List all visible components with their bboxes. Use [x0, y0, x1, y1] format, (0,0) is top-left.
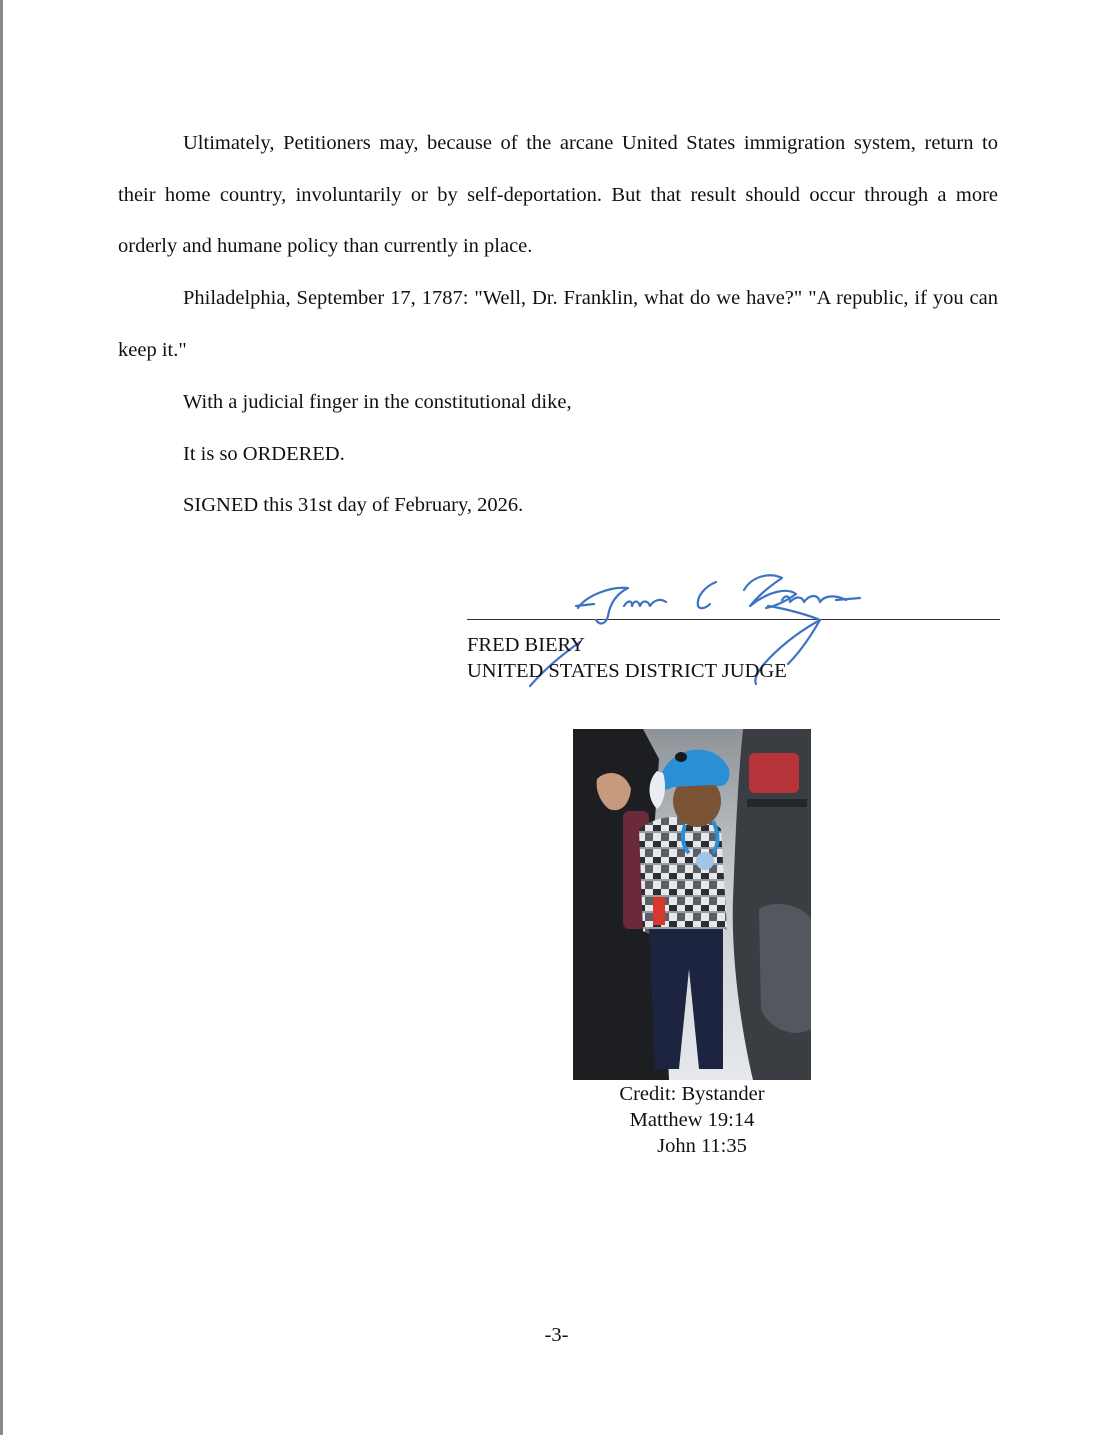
caption-verse-matthew: Matthew 19:14 — [629, 1109, 755, 1131]
closing-line-signed-date: SIGNED this 31st day of February, 2026. — [183, 494, 524, 516]
judge-title: UNITED STATES DISTRICT JUDGE — [467, 660, 787, 682]
paragraph-ultimately: Ultimately, Petitioners may, because of the arcane United States immigration system, return to their home country, involuntarily or by self-deportation. But that result should occur through a more orderly and humane policy than currently in place. — [118, 132, 998, 257]
photo-credit: Credit: Bystander — [619, 1083, 765, 1105]
photo-child-in-snow — [573, 729, 811, 1080]
closing-line-ordered: It is so ORDERED. — [183, 443, 345, 465]
judge-name: FRED BIERY — [467, 634, 585, 656]
closing-line-judicial-finger: With a judicial finger in the constitutional dike, — [183, 391, 572, 413]
paragraph-philadelphia: Philadelphia, September 17, 1787: "Well, Dr. Franklin, what do we have?" "A republic, if you can keep it." — [118, 287, 998, 361]
page-number: -3- — [544, 1324, 569, 1346]
caption-verse-john: John 11:35 — [657, 1135, 747, 1157]
photo-illustration — [573, 729, 811, 1080]
page-left-edge — [0, 0, 3, 1435]
